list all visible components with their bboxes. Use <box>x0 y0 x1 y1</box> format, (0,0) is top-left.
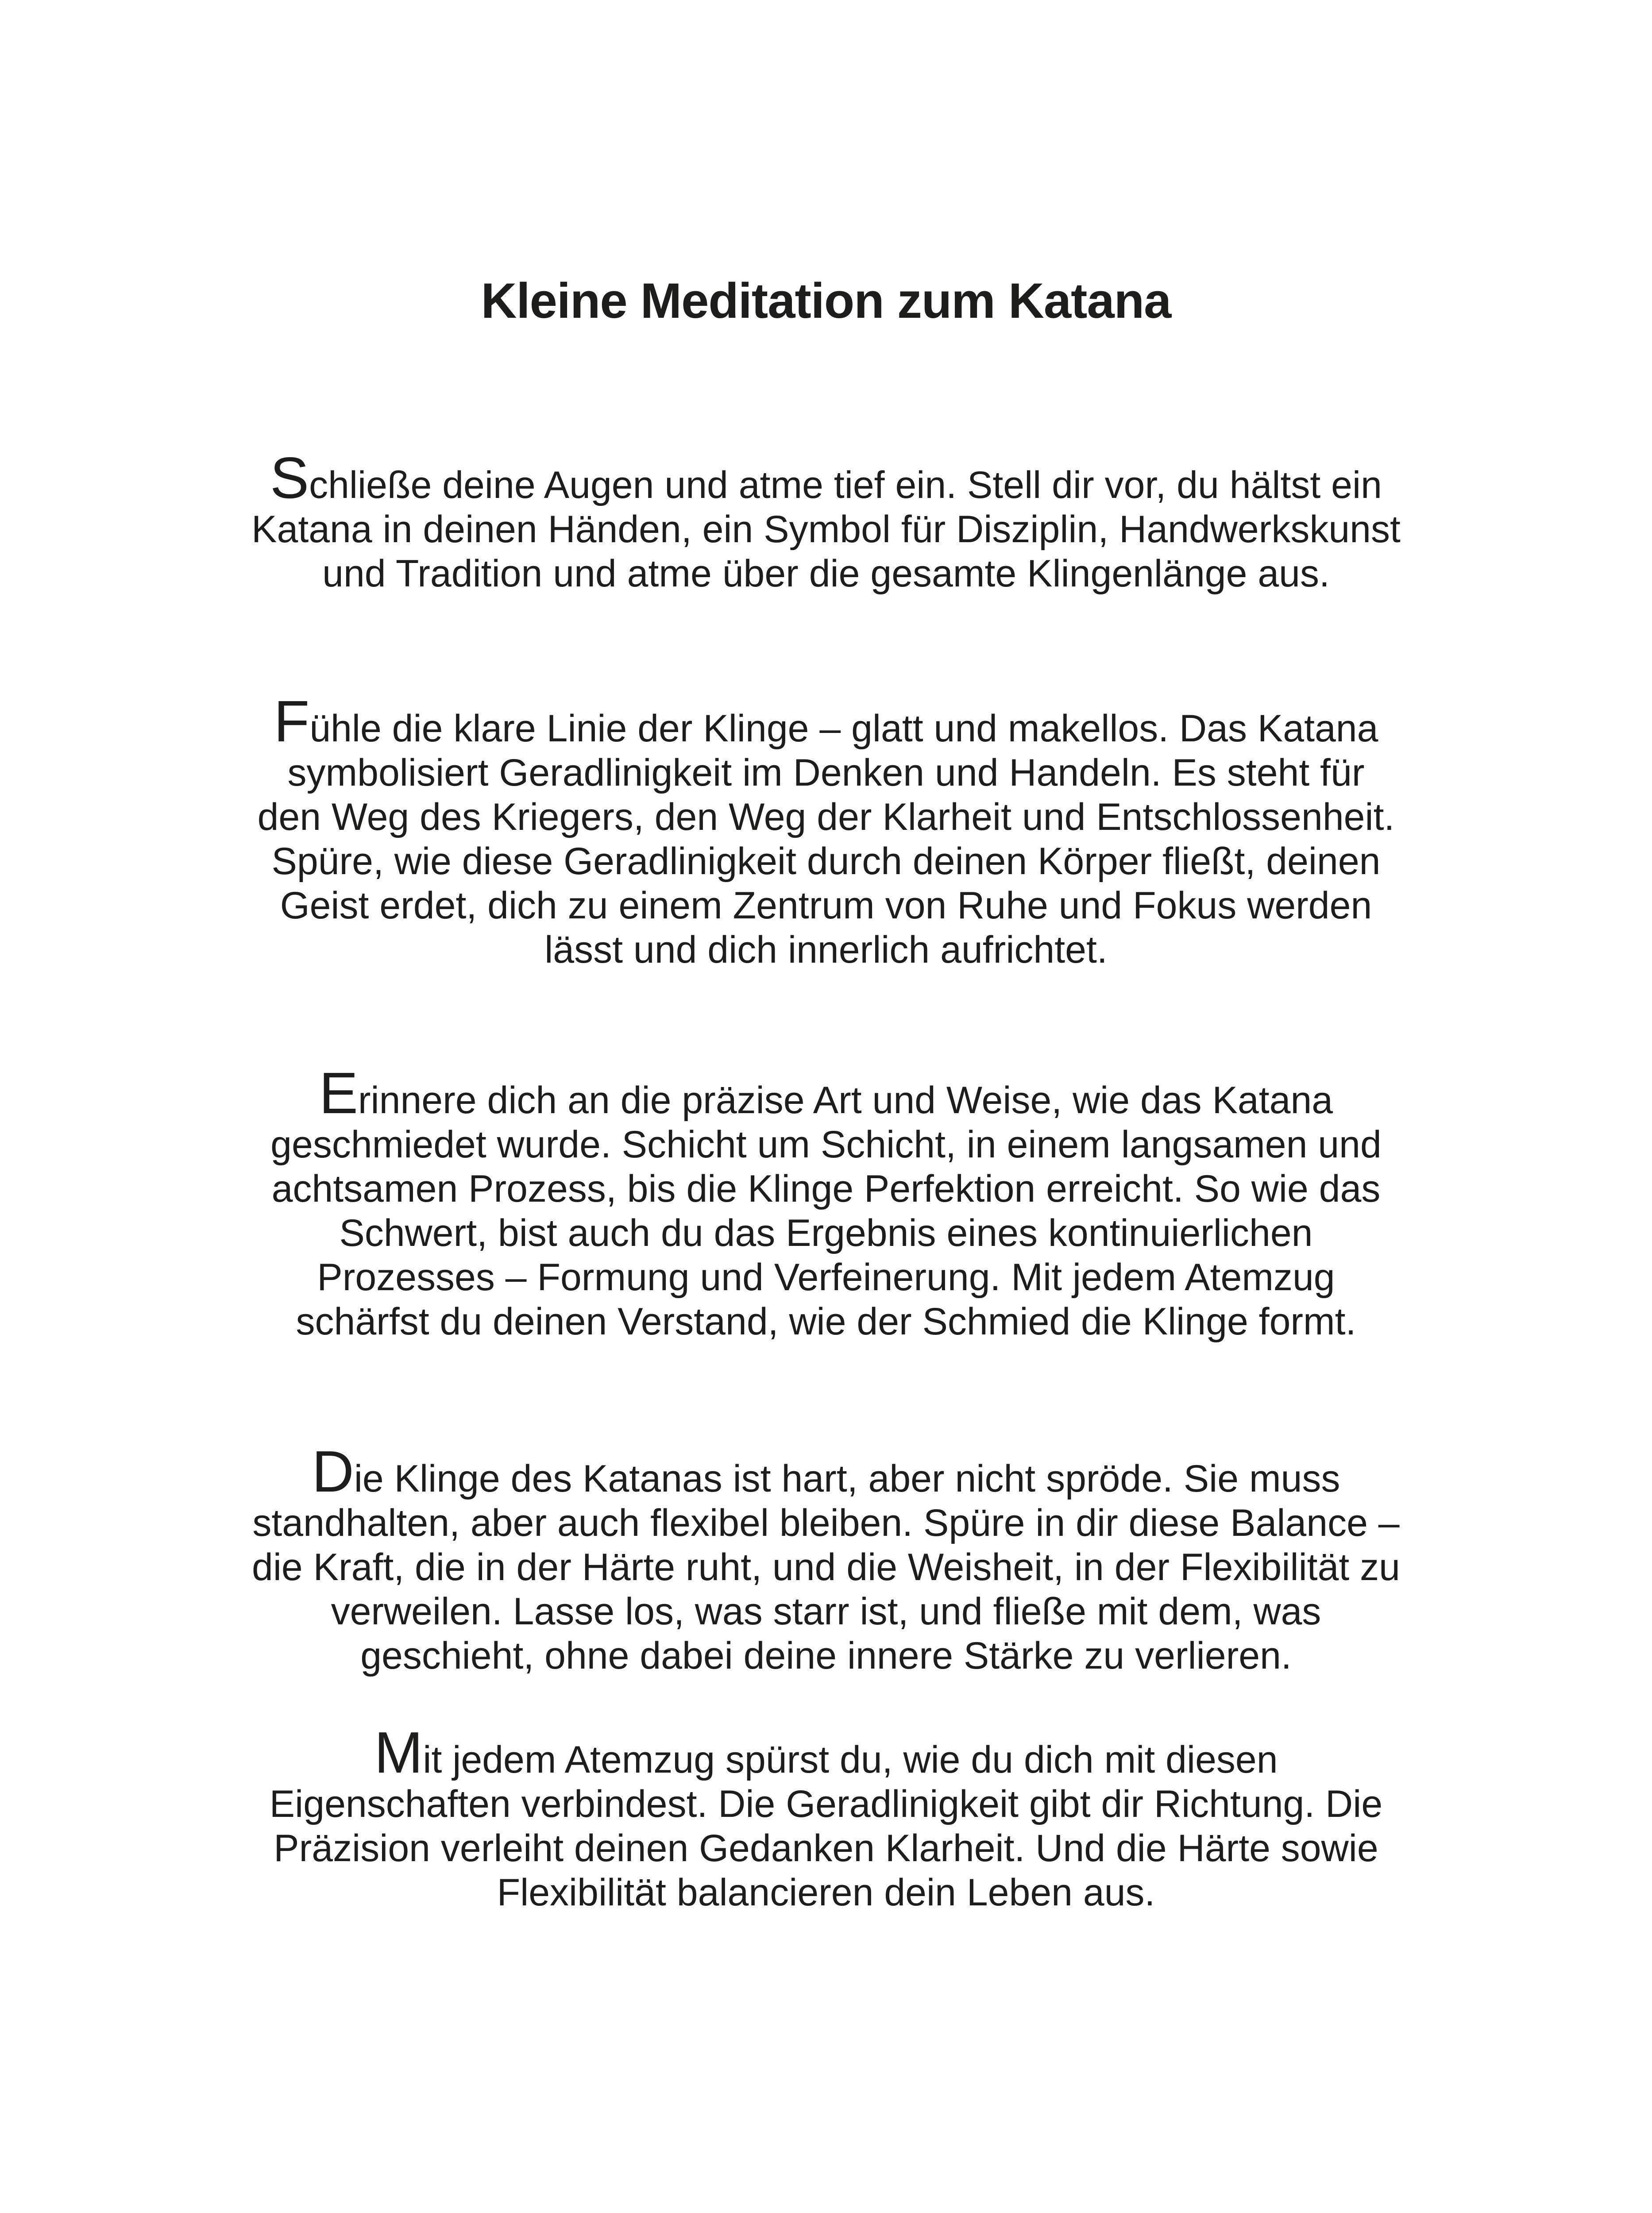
paragraph-1-initial: S <box>270 445 309 510</box>
paragraph-2-initial: F <box>274 689 310 754</box>
paragraph-3 <box>168 1060 1484 1344</box>
paragraph-4 <box>168 1439 1484 1678</box>
paragraph-1 <box>168 445 1484 596</box>
paragraph-4-text: ie Klinge des Katanas ist hart, aber nicht spröde. Sie muss standhalten, aber auch flexibel bleiben. Spüre in dir diese Balance – die Kraft, die in der Härte ruht, und die Weisheit, in der Flexibilität zu verweilen. Lasse los, was starr ist, und fließe mit dem, was geschieht, ohne dabei deine innere Stärke zu verlieren. <box>251 1457 1401 1677</box>
paragraph-2-text: ühle die klare Linie der Klinge – glatt und makellos. Das Katana symbolisiert Geradlinigkeit im Denken und Handeln. Es steht für den Weg des Kriegers, den Weg der Klarheit und Entschlossenheit. Spüre, wie diese Geradlinigkeit durch deinen Körper fließt, deinen Geist erdet, dich zu einem Zentrum von Ruhe und Fokus werden lässt und dich innerlich aufrichtet. <box>257 707 1395 971</box>
paragraph-2 <box>168 689 1484 972</box>
paragraph-3-text: rinnere dich an die präzise Art und Weise, wie das Katana geschmiedet wurde. Schicht um Schicht, in einem langsamen und achtsamen Prozess, bis die Klinge Perfektion erreicht. So wie das Schwert, bist auch du das Ergebnis eines kontinuierlichen Prozesses – Formung und Verfeinerung. Mit jedem Atemzug schärfst du deinen Verstand, wie der Schmied die Klinge formt. <box>270 1079 1382 1343</box>
paragraph-1-text: chließe deine Augen und atme tief ein. Stell dir vor, du hältst ein Katana in deinen Händen, ein Symbol für Disziplin, Handwerkskunst und Tradition und atme über die gesamte Klingenlänge aus. <box>251 464 1401 595</box>
paragraph-5-text: it jedem Atemzug spürst du, wie du dich mit diesen Eigenschaften verbindest. Die Geradlinigkeit gibt dir Richtung. Die Präzision verleiht deinen Gedanken Klarheit. Und die Härte sowie Flexibilität balancieren dein Leben aus. <box>269 1739 1383 1914</box>
paragraph-5 <box>168 1720 1484 1915</box>
paragraph-5-initial: M <box>374 1720 423 1785</box>
paragraph-3-initial: E <box>319 1060 358 1126</box>
paragraph-4-initial: D <box>312 1439 354 1504</box>
page-title: Kleine Meditation zum Katana <box>481 273 1171 328</box>
